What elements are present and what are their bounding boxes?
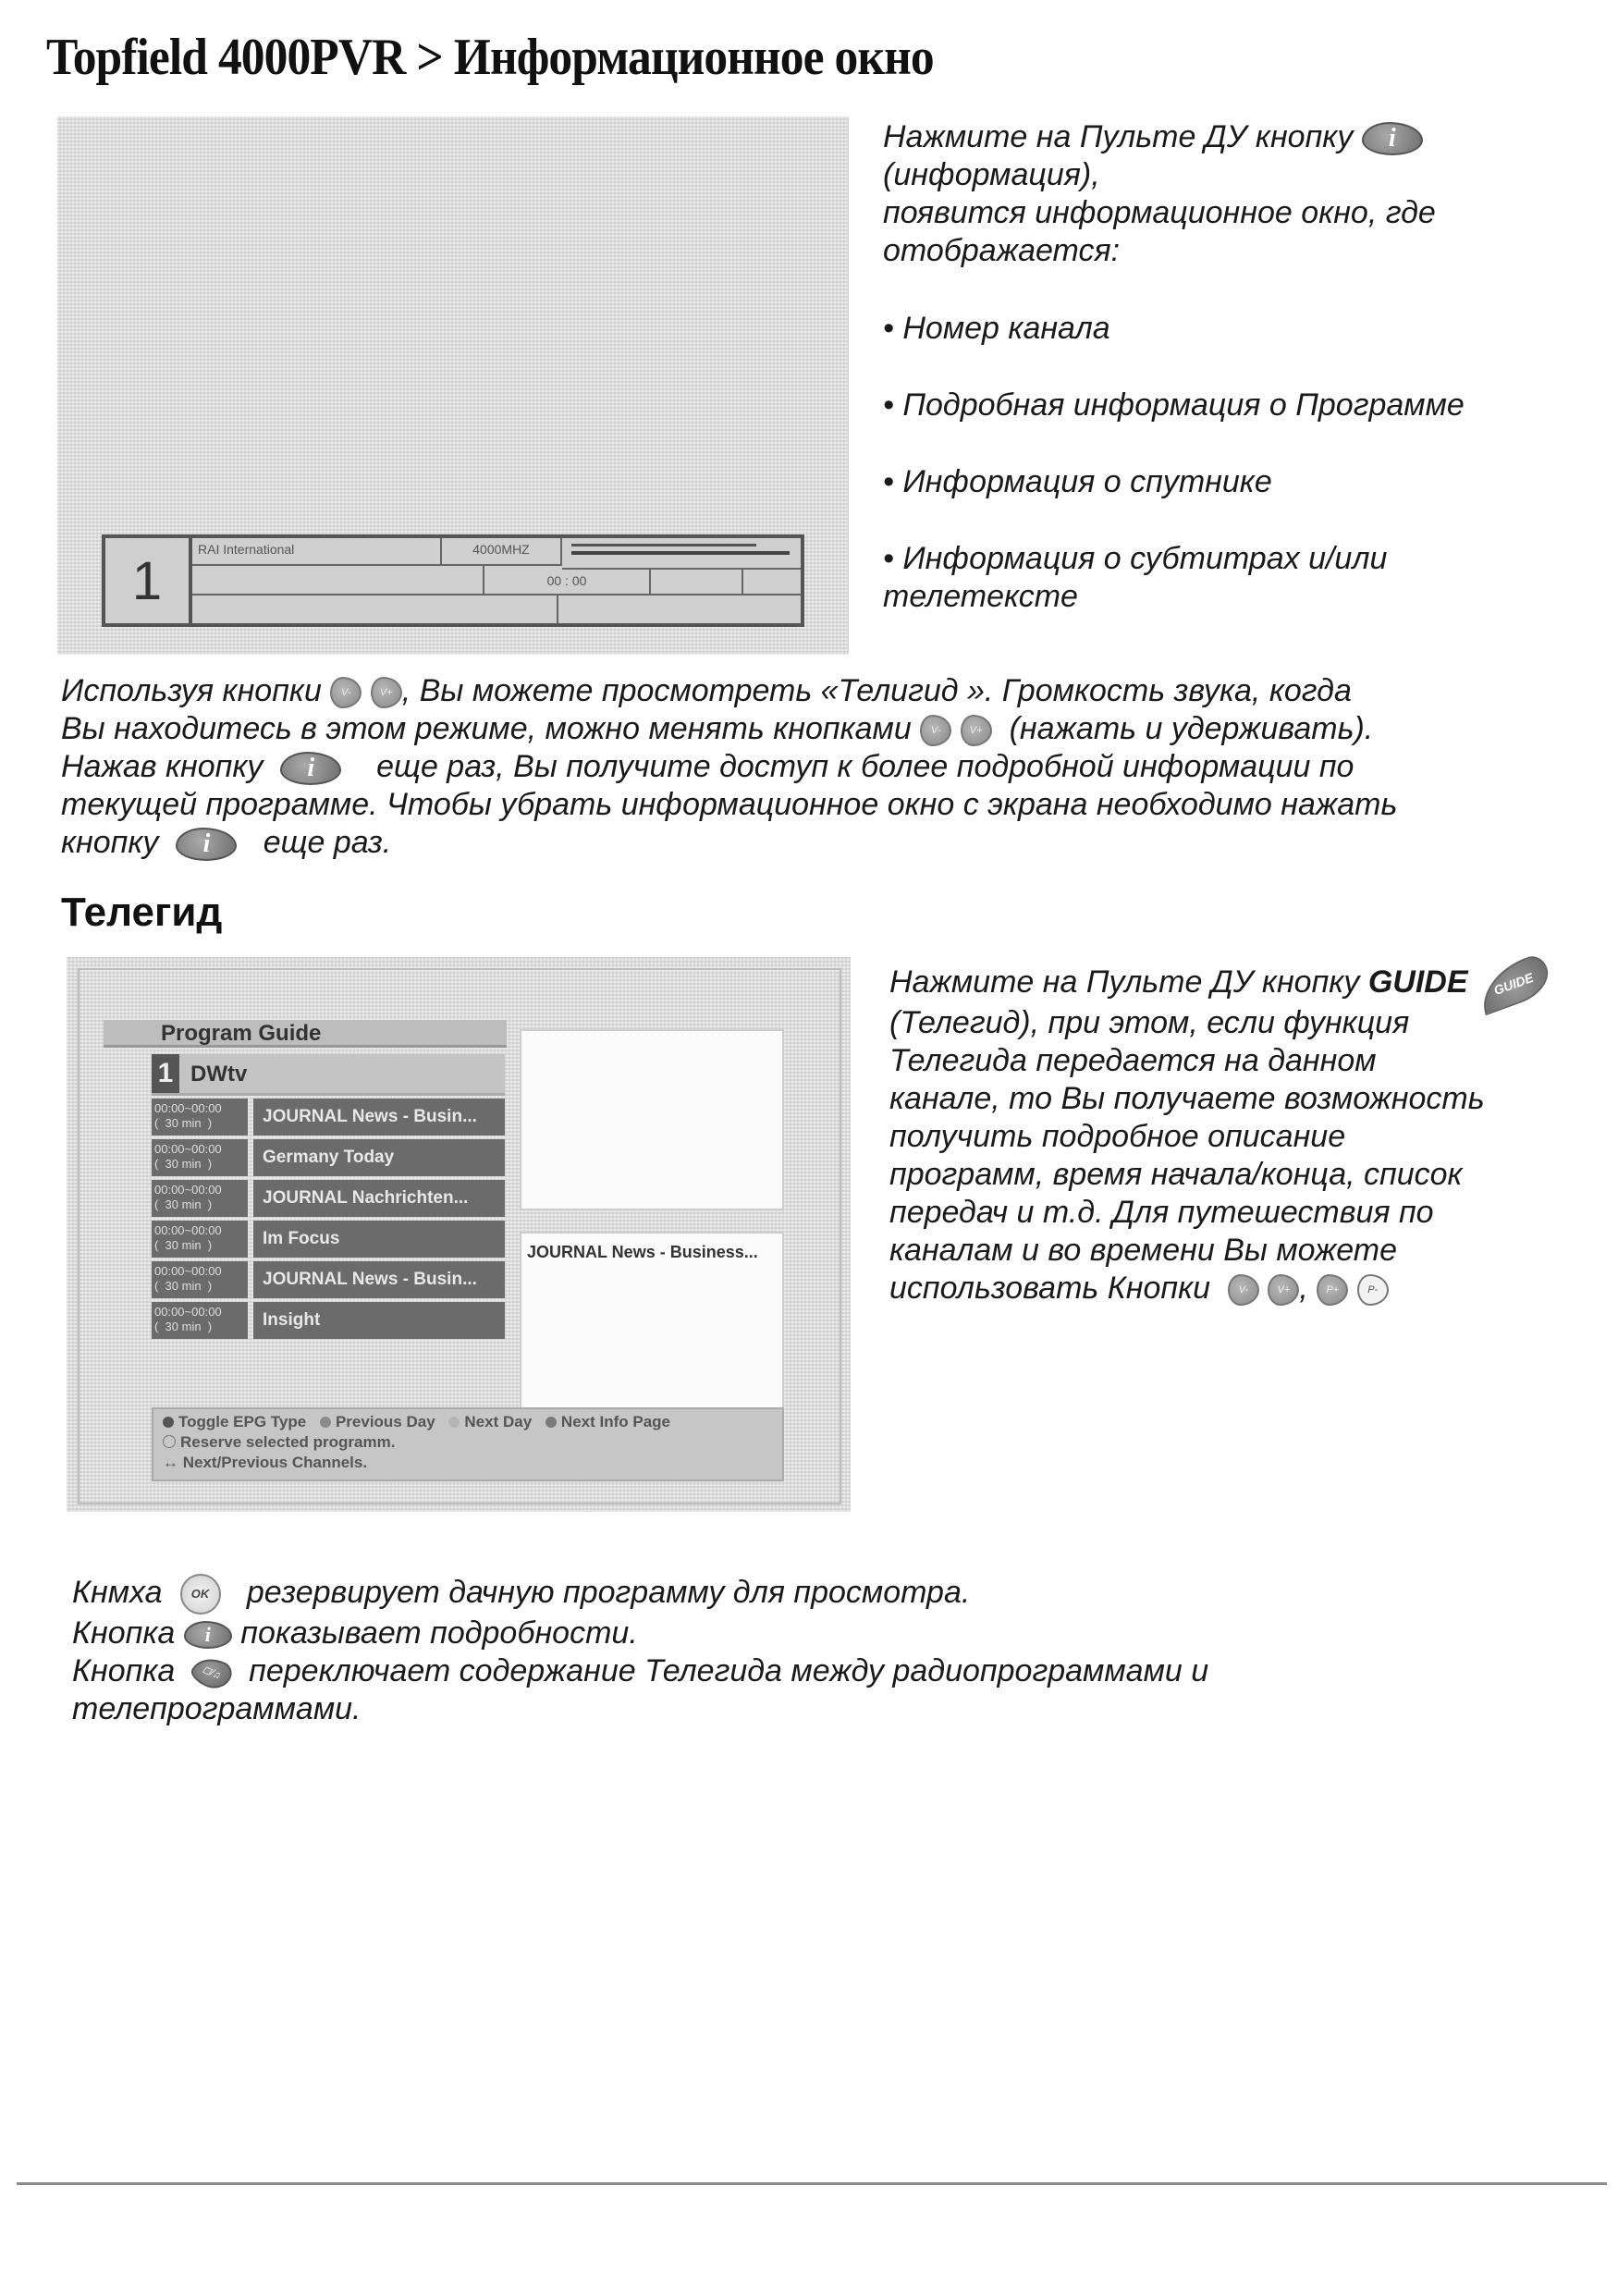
volume-up-icon: V+ — [1268, 1274, 1299, 1306]
program-up-icon: P+ — [1317, 1274, 1348, 1306]
volume-up-icon: V+ — [961, 715, 992, 746]
help-next-info-page: Next Info Page — [545, 1413, 670, 1430]
program-row[interactable] — [152, 1099, 505, 1136]
red-button-icon — [163, 1417, 174, 1428]
guide-desc-line-2: (Телегид), при этом, если функция — [889, 1005, 1410, 1041]
help-toggle-epg: Toggle EPG Type — [163, 1413, 306, 1430]
para-line-5: кнопку i еще раз. — [61, 825, 392, 860]
info-bar-cell-a — [651, 570, 743, 595]
program-guide-help — [152, 1407, 784, 1481]
volume-down-icon: V- — [920, 715, 951, 746]
channel-number: 1 — [152, 1054, 179, 1093]
guide-desc-line-5: получить подробное описание — [889, 1119, 1346, 1155]
tv-radio-button-icon: ◻/♫ — [188, 1651, 236, 1695]
guide-description — [889, 964, 1592, 1308]
info-intro-line-4: отображается: — [883, 233, 1121, 268]
section-heading-guide: Телегид — [61, 890, 223, 935]
guide-desc-line-1: Нажмите на Пульте ДУ кнопку GUIDE GUIDE — [889, 964, 1592, 1004]
info-bar-signal — [562, 538, 801, 570]
signal-quality-bar — [571, 551, 790, 555]
tv-radio-description-cont: телепрограммами. — [72, 1691, 362, 1727]
program-guide-screenshot — [67, 957, 851, 1512]
info-intro-line-2: (информация), — [883, 157, 1100, 192]
program-guide-header: Program Guide — [104, 1020, 507, 1048]
signal-level-bar — [571, 544, 756, 546]
program-time: 00:00~00:00 ( 30 min ) — [152, 1302, 248, 1339]
para-line-1: Используя кнопки V- V+ , Вы можете просмотреть «Телигид ». Громкость звука, когда — [61, 673, 1352, 708]
guide-button-icon: GUIDE — [1472, 952, 1555, 1016]
info-button-icon: i — [280, 752, 341, 785]
page-title: Topfield 4000PVR > Информационное окно — [46, 29, 934, 86]
info-bar — [102, 534, 804, 627]
info-bullet-3: • Информация о спутнике — [883, 464, 1272, 499]
info-intro — [883, 118, 1586, 270]
left-right-arrows-icon: ↔ — [163, 1454, 178, 1471]
para-line-3: Нажав кнопку i еще раз, Вы получите доступ к более подробной информации по — [61, 749, 1354, 784]
program-row[interactable] — [152, 1261, 505, 1298]
program-row[interactable] — [152, 1221, 505, 1258]
program-down-icon: P- — [1357, 1274, 1389, 1306]
info-bar-frequency: 4000MHZ — [442, 538, 562, 566]
volume-down-icon: V- — [330, 677, 362, 708]
help-line-3: ↔ Next/Previous Channels. — [163, 1454, 368, 1471]
info-button-icon: i — [176, 828, 237, 861]
tv-radio-description: Кнопка ◻/♫ переключает содержание Телегида между радиопрограммами и — [72, 1652, 1551, 1690]
ok-button-icon: OK — [180, 1574, 221, 1615]
program-title: Germany Today — [253, 1139, 505, 1176]
guide-desc-line-8: каналам и во времени Вы можете — [889, 1233, 1397, 1269]
program-time: 00:00~00:00 ( 30 min ) — [152, 1099, 248, 1136]
info-paragraph — [61, 672, 1577, 862]
volume-up-icon: V+ — [371, 677, 402, 708]
help-line-2: Reserve selected programm. — [163, 1432, 773, 1453]
program-time: 00:00~00:00 ( 30 min ) — [152, 1221, 248, 1258]
info-bar-program — [192, 566, 484, 595]
program-title: Insight — [253, 1302, 505, 1339]
help-line-1 — [163, 1412, 773, 1432]
program-row[interactable] — [152, 1139, 505, 1176]
program-guide-channel — [152, 1054, 505, 1096]
info-intro-line-3: появится информационное окно, где — [883, 195, 1436, 230]
guide-desc-line-3: Телегида передается на данном — [889, 1043, 1377, 1079]
guide-desc-line-6: программ, время начала/конца, список — [889, 1157, 1463, 1193]
program-title: JOURNAL News - Busin... — [253, 1261, 505, 1298]
info-bar-channel-name: RAI International — [192, 538, 442, 566]
info-bar-time: 00 : 00 — [484, 570, 651, 595]
info-bullet-2: • Подробная информация о Программе — [883, 387, 1465, 423]
info-button-icon: i — [184, 1621, 232, 1649]
program-info-text: JOURNAL News - Business... — [527, 1243, 758, 1261]
guide-desc-line-7: передач и т.д. Для путешествия по — [889, 1195, 1434, 1231]
blue-button-icon — [545, 1417, 557, 1428]
program-time: 00:00~00:00 ( 30 min ) — [152, 1139, 248, 1176]
yellow-button-icon — [448, 1417, 460, 1428]
info-bar-cell-c — [192, 595, 558, 623]
info-button-icon: i — [1362, 122, 1423, 155]
channel-name: DWtv — [190, 1062, 248, 1087]
footer-divider — [17, 2182, 1607, 2185]
program-row[interactable] — [152, 1302, 505, 1339]
help-next-day: Next Day — [448, 1413, 532, 1430]
button-descriptions — [72, 1574, 1551, 1728]
info-intro-line-1: Нажмите на Пульте ДУ кнопку i — [883, 118, 1586, 156]
para-line-2: Вы находитесь в этом режиме, можно менять кнопками V- V+ (нажать и удерживать). — [61, 711, 1374, 746]
program-time: 00:00~00:00 ( 30 min ) — [152, 1180, 248, 1217]
ok-button-icon — [163, 1435, 176, 1448]
guide-desc-line-4: канале, то Вы получаете возможность — [889, 1081, 1485, 1117]
info-bar-cell-d — [558, 595, 801, 623]
guide-label: GUIDE — [1367, 964, 1468, 1000]
volume-down-icon: V- — [1228, 1274, 1259, 1306]
green-button-icon — [320, 1417, 331, 1428]
info-bullet-4-cont: телетексте — [883, 579, 1078, 614]
program-title: JOURNAL Nachrichten... — [253, 1180, 505, 1217]
guide-desc-line-9: использовать Кнопки V- V+ , P+ P- — [889, 1270, 1592, 1308]
info-bar-channel-number: 1 — [105, 538, 192, 623]
para-line-4: текущей программе. Чтобы убрать информационное окно с экрана необходимо нажать — [61, 787, 1398, 822]
ok-description: Кнмха OK резервирует дачную программу для просмотра. — [72, 1574, 1551, 1615]
info-description: Кнопка i показывает подробности. — [72, 1615, 638, 1651]
program-title: JOURNAL News - Busin... — [253, 1099, 505, 1136]
program-row[interactable] — [152, 1180, 505, 1217]
info-bullet-4: • Информация о субтитрах и/или — [883, 541, 1388, 576]
info-bullet-1: • Номер канала — [883, 311, 1110, 346]
program-title: Im Focus — [253, 1221, 505, 1258]
help-previous-day: Previous Day — [320, 1413, 435, 1430]
info-bar-cell-b — [743, 570, 801, 595]
program-time: 00:00~00:00 ( 30 min ) — [152, 1261, 248, 1298]
video-preview — [520, 1029, 784, 1210]
